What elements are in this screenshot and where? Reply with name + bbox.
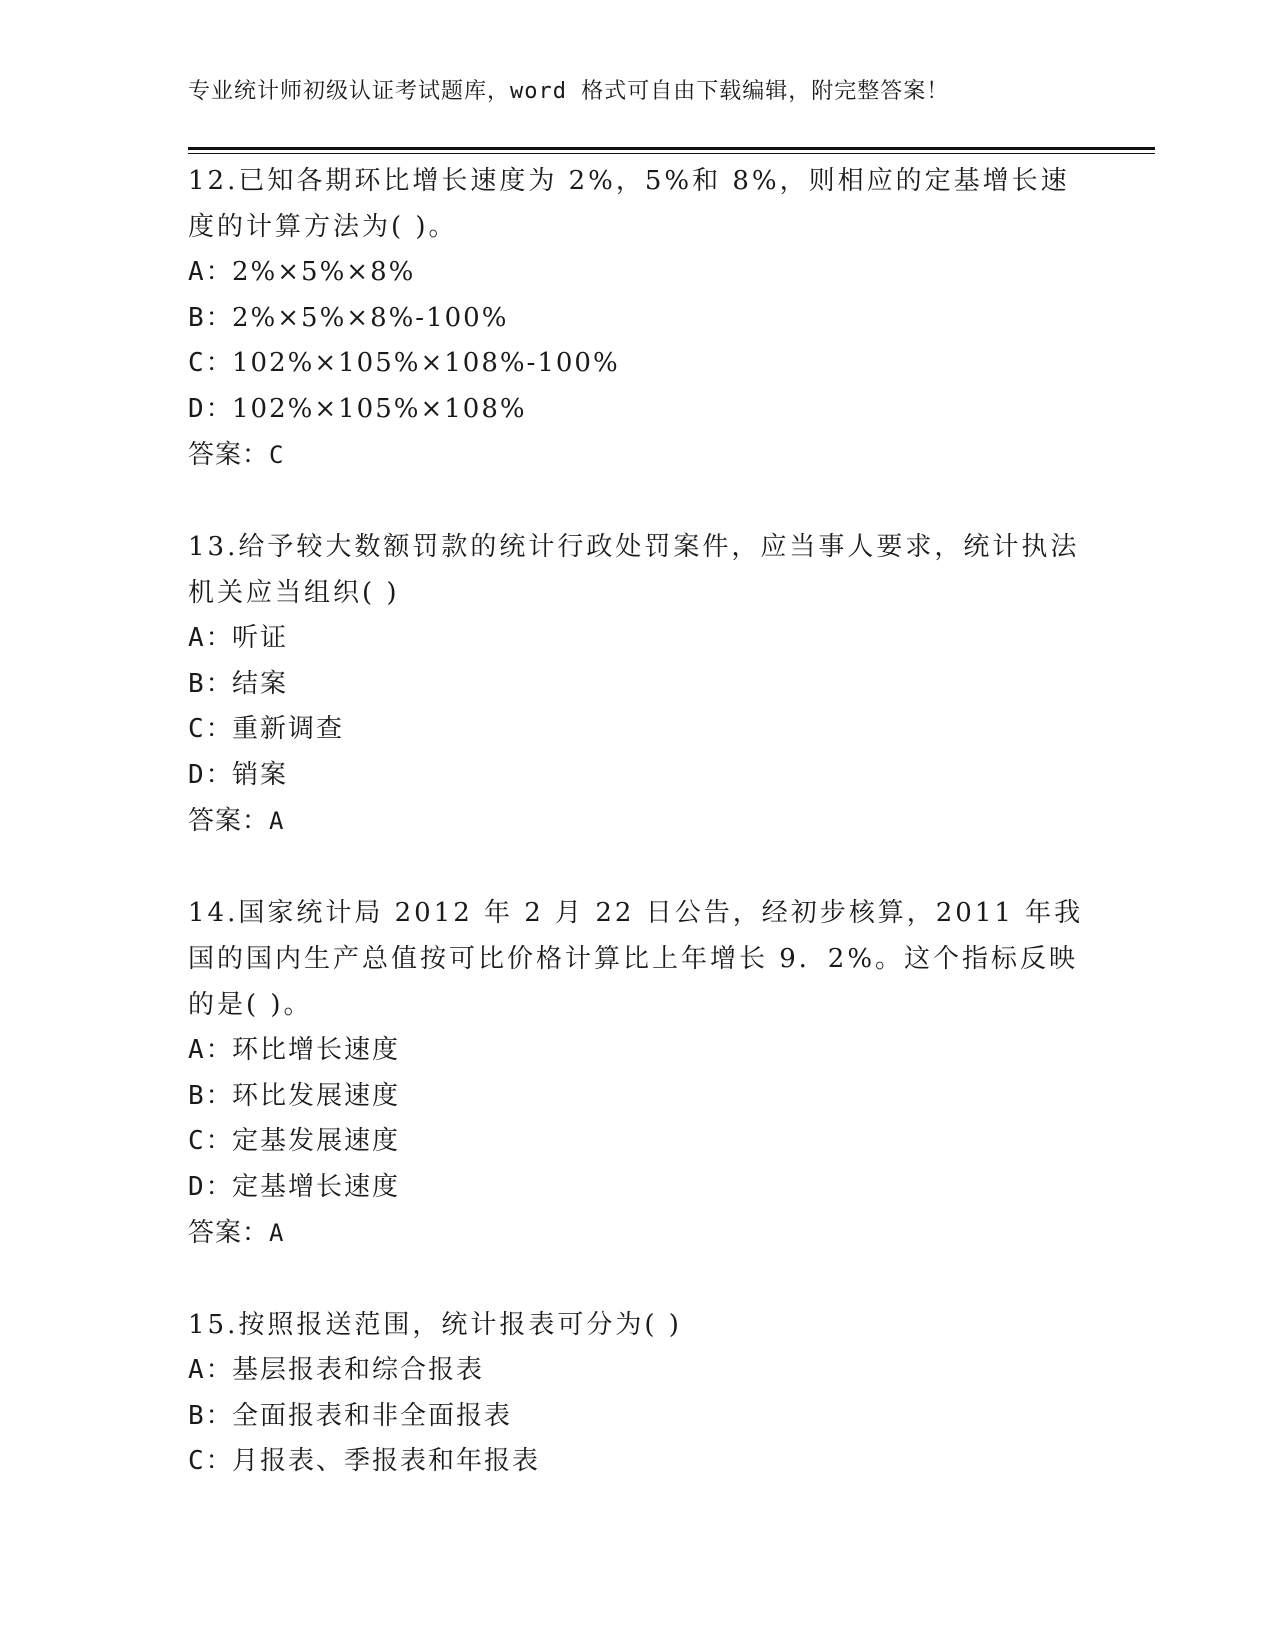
- option-text: 结案: [232, 668, 289, 699]
- option-a: [188, 1348, 1088, 1394]
- option-key: D：: [188, 393, 234, 424]
- option-text: 基层报表和综合报表: [232, 1355, 485, 1385]
- option-text: 定基增长速度: [232, 1171, 401, 1202]
- option-text: 2%×5%×8%-100%: [232, 302, 509, 333]
- question-12: [188, 158, 1088, 478]
- question-13: [188, 524, 1088, 844]
- option-key: C：: [188, 714, 234, 744]
- question-list: [188, 158, 1088, 1531]
- option-a: [188, 250, 1088, 296]
- answer-label: 答案：: [188, 1218, 270, 1248]
- option-key: D：: [188, 1171, 234, 1202]
- option-text: 定基发展速度: [232, 1126, 401, 1156]
- option-text: 重新调查: [232, 714, 345, 744]
- answer-value: A: [269, 807, 285, 835]
- option-key: B：: [188, 1400, 234, 1431]
- option-b: [188, 662, 1088, 708]
- option-b: [188, 1394, 1088, 1440]
- option-b: [188, 296, 1088, 342]
- answer-label: 答案：: [188, 806, 270, 836]
- question-stem: 13.给予较大数额罚款的统计行政处罚案件，应当事人要求，统计执法机关应当组织( ): [188, 532, 1080, 608]
- option-d: [188, 1165, 1088, 1211]
- option-text: 环比增长速度: [232, 1035, 401, 1065]
- option-text: 环比发展速度: [232, 1080, 401, 1111]
- option-text: 月报表、季报表和年报表: [232, 1446, 541, 1476]
- option-key: B：: [188, 668, 234, 699]
- option-text: 2%×5%×8%: [232, 257, 416, 287]
- option-text: 听证: [232, 623, 289, 653]
- question-stem: 14.国家统计局 2012 年 2 月 22 日公告，经初步核算，2011 年我国的国内生产总值按可比价格计算比上年增长 9．2%。这个指标反映的是( )。: [188, 898, 1084, 1020]
- option-key: C：: [188, 348, 234, 378]
- option-d: [188, 753, 1088, 799]
- option-key: A：: [188, 257, 234, 287]
- option-key: D：: [188, 759, 234, 790]
- option-key: C：: [188, 1126, 234, 1156]
- option-c: [188, 707, 1088, 753]
- option-c: [188, 341, 1088, 387]
- option-key: A：: [188, 623, 234, 653]
- option-key: B：: [188, 302, 234, 333]
- answer-line: [188, 432, 1088, 478]
- option-d: [188, 387, 1088, 433]
- option-key: B：: [188, 1080, 234, 1111]
- page-header: 专业统计师初级认证考试题库，word 格式可自由下载编辑，附完整答案！: [188, 79, 950, 104]
- answer-line: [188, 1210, 1088, 1256]
- option-text: 销案: [232, 759, 289, 790]
- answer-value: C: [269, 441, 285, 469]
- answer-label: 答案：: [188, 440, 270, 470]
- answer-line: [188, 798, 1088, 844]
- option-b: [188, 1074, 1088, 1120]
- option-a: [188, 1028, 1088, 1074]
- answer-value: A: [269, 1219, 285, 1247]
- option-c: [188, 1439, 1088, 1485]
- header-rule-thin: [188, 153, 1155, 154]
- option-text: 102%×105%×108%: [232, 393, 527, 424]
- question-15: [188, 1302, 1088, 1485]
- option-a: [188, 616, 1088, 662]
- option-text: 102%×105%×108%-100%: [232, 348, 620, 378]
- option-key: A：: [188, 1035, 234, 1065]
- header-rule-thick: [188, 147, 1155, 150]
- question-stem: 15.按照报送范围，统计报表可分为( ): [188, 1310, 682, 1340]
- question-14: [188, 890, 1088, 1256]
- option-c: [188, 1119, 1088, 1165]
- question-stem: 12.已知各期环比增长速度为 2%，5%和 8%，则相应的定基增长速度的计算方法为( )。: [188, 166, 1070, 242]
- option-text: 全面报表和非全面报表: [232, 1400, 513, 1431]
- option-key: C：: [188, 1446, 234, 1476]
- option-key: A：: [188, 1355, 234, 1385]
